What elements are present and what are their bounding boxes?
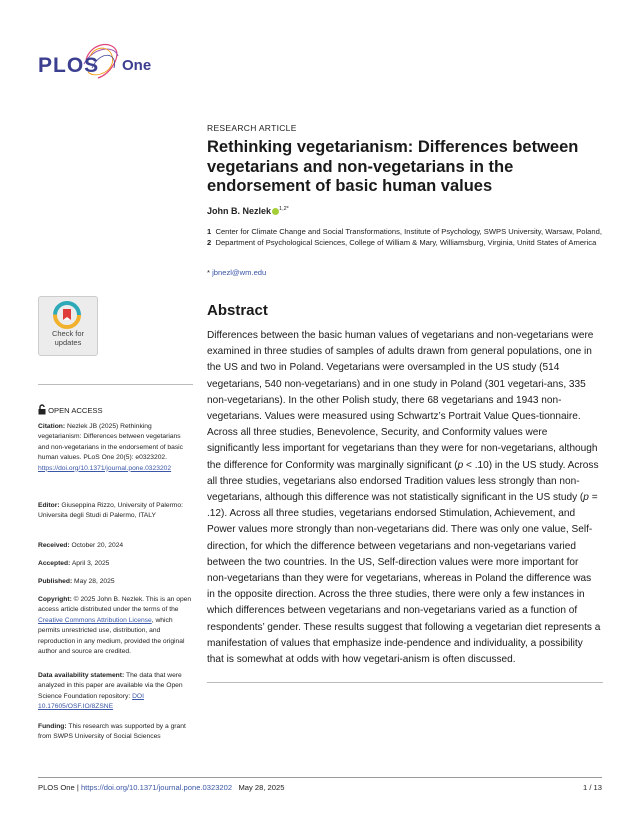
editor-block [38, 501, 193, 522]
affil-2: Department of Psychological Sciences, College of William & Mary, Williamsburg, Virginia, Unitd States of America [215, 238, 597, 248]
abstract-bottom-rule [207, 682, 603, 683]
citation-block [38, 422, 193, 474]
data-availability-label: Data availability statement: [38, 672, 125, 679]
abstract-text-1: Differences between the basic human values of vegetarians and non-vegetarians were examined in three studies of samples of adults drawn from general populations, one in the US and two in Poland. Vegetarians were oversampled in the US study (514 vegetarians, 540 non-vegetarians) and in one study in Poland (301 vegetari-ans, 335 non-vegetarians). In the other Polish study, there 68 vegetarians and 1943 non-vegetarians. Values were measured using Schwartz’s Portrait Value Ques-tionnaire. Across all three studies, Benevolence, Security, and Conformity values were significantly less important for vegetarians than they were for non-vegetarians, although the difference for Conformity was marginally significant ( [207, 330, 598, 471]
badge-line-2: updates [54, 337, 82, 347]
received-block [38, 541, 193, 551]
published-block [38, 577, 193, 587]
author-line [207, 206, 289, 216]
footer-journal: PLOS One | [38, 783, 79, 792]
citation-text: Nezlek JB (2025) Rethinking vegetarianism: Differences between vegetarians and non-vegetarians in the endorsement of basic human values. PLoS One 20(5): e0323202. [38, 423, 183, 462]
footer-date: May 28, 2025 [238, 783, 285, 792]
abstract-text-3: = .12). Across all three studies, vegetarians endorsed Stimulation, Achievement, and Power values more strongly than non-vegetarians did. There was only one value, Self-direction, for which the difference between vegetarians and non-vegetarians varied between the two countries. In the US, Self-direction values were more important for non-vegetarians than they were for vegetarians, whereas in Poland the difference was in the opposite direction. Across the three studies, there were only a few instances in which differences between vegetarians and non-vegetarians varied as a function of respondents’ gender. These results suggest that following a vegetarian diet represents a manifestation of values that emphasize inde-pendence and individuality, a possibility that is somewhat at odds with how vegetari-anism is often discussed. [207, 492, 601, 666]
data-availability-block [38, 671, 193, 713]
affiliations [207, 226, 602, 249]
abstract-p-2: p [583, 492, 589, 504]
author-affil-sup: 1,2 [279, 206, 287, 212]
funding-text: This research was supported by a grant from SWPS University of Social Sciences [38, 723, 186, 741]
copyright-text-2: , which permits unrestricted use, distribution, and reproduction in any medium, provided the original author and source are credited. [38, 616, 185, 656]
sidebar-rule [38, 384, 193, 385]
open-access-lock-icon [38, 404, 46, 415]
copyright-label: Copyright: [38, 596, 72, 603]
page-number: 1 / 13 [583, 783, 602, 792]
editor-text: Giuseppina Rizzo, University of Palermo: Universita degli Studi di Palermo, ITALY [38, 502, 183, 520]
data-availability-text: The data that were analyzed in this paper are available via the Open Science Foundation repository: [38, 672, 183, 700]
citation-label: Citation: [38, 423, 66, 430]
footer-rule [38, 777, 602, 778]
email-link[interactable]: jbnezl@wm.edu [212, 268, 267, 277]
orcid-icon[interactable] [272, 208, 279, 215]
abstract-heading: Abstract [207, 302, 268, 319]
article-title: Rethinking vegetarianism: Differences between vegetarians and non-vegetarians in the endorsement of basic human values [207, 138, 579, 195]
open-access-label: OPEN ACCESS [48, 406, 103, 415]
cc-license-link[interactable]: Creative Commons Attribution License [38, 616, 152, 624]
plos-one-logo-text: One [122, 57, 152, 74]
abstract-p-1: p [457, 459, 464, 471]
article-type: RESEARCH ARTICLE [207, 123, 297, 133]
published-date: May 28, 2025 [74, 578, 115, 585]
affil-2-num: 2 [207, 238, 212, 248]
affil-1: Center for Climate Change and Social Transformations, Institute of Psychology, SWPS University, Warsaw, Poland, [215, 227, 602, 236]
author-name[interactable]: John B. Nezlek [207, 206, 272, 216]
affil-1-num: 1 [207, 227, 212, 236]
footer-doi-link[interactable]: https://doi.org/10.1371/journal.pone.0323202 [80, 783, 233, 792]
open-access [38, 404, 103, 415]
received-date: October 20, 2024 [71, 542, 124, 549]
accepted-label: Accepted: [38, 560, 71, 567]
abstract-text [207, 328, 601, 668]
abstract-text-2: < .10) in the US study. Across all three studies, vegetarians also endorsed Tradition values less strongly than non-vegetarians, although this difference was not statistically significant in the US study ( [207, 459, 599, 504]
plos-logo-text: PLOS [38, 54, 100, 77]
corresponding-email [207, 268, 266, 277]
citation-doi-link[interactable]: https://doi.org/10.1371/journal.pone.0323202 [38, 464, 172, 472]
check-for-updates-label [39, 330, 97, 347]
author-corresponding-mark: * [286, 206, 289, 212]
footer-left [38, 783, 284, 792]
copyright-block [38, 595, 193, 657]
check-for-updates-badge[interactable] [38, 296, 98, 356]
badge-line-1: Check for [51, 329, 85, 338]
received-label: Received: [38, 542, 70, 549]
published-label: Published: [38, 578, 73, 585]
accepted-date: April 3, 2025 [71, 560, 110, 567]
check-for-updates-icon [50, 301, 84, 329]
email-star: * [207, 268, 210, 277]
funding-block [38, 722, 193, 743]
accepted-block [38, 559, 193, 569]
funding-label: Funding: [38, 723, 67, 730]
copyright-text-1: © 2025 John B. Nezlek. This is an open access article distributed under the terms of the [38, 596, 192, 614]
editor-label: Editor: [38, 502, 60, 509]
osf-doi-link[interactable]: DOI 10.17605/OSF.IO/8ZSNE [38, 692, 144, 711]
